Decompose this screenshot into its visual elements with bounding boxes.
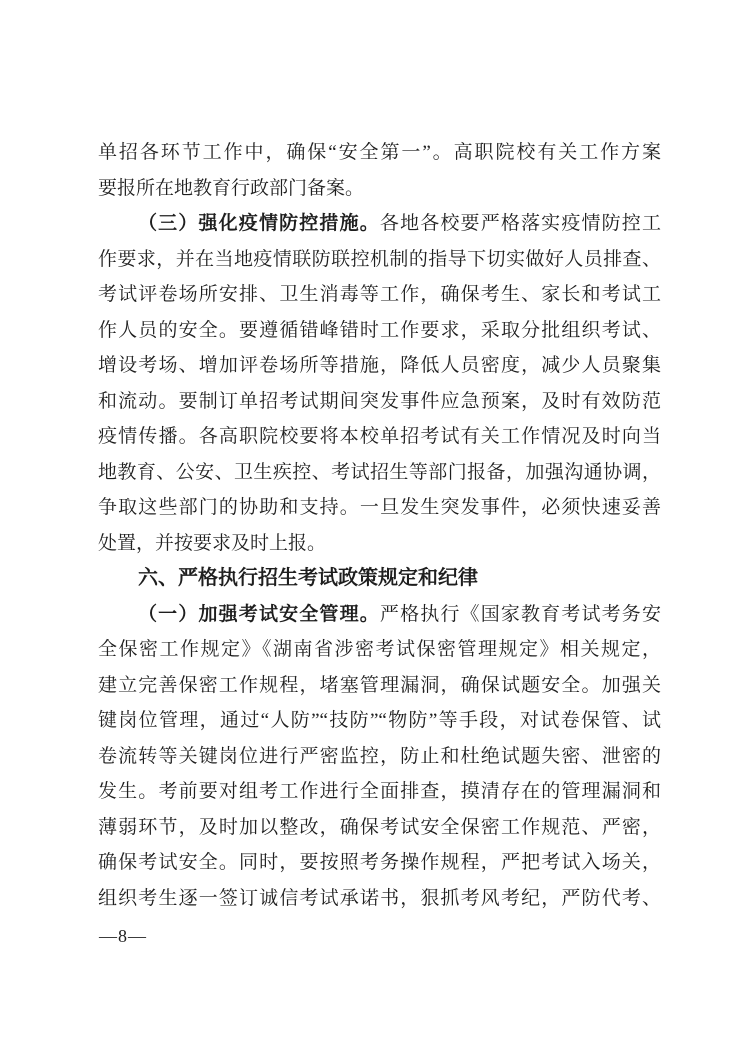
text-line	[98, 739, 661, 775]
body-text: 和流动。要制订单招考试期间突发事件应急预案，及时有效防范	[98, 390, 661, 412]
body-text: 处置，并按要求及时上报。	[98, 532, 327, 554]
text-line	[98, 242, 661, 278]
text-line	[98, 455, 661, 491]
body-text: 键岗位管理，通过“人防”“技防”“物防”等手段，对试卷保管、试	[98, 710, 661, 731]
body-text: 卷流转等关键岗位进行严密监控，防止和杜绝试题失密、泄密的	[98, 745, 661, 767]
text-line	[98, 171, 661, 207]
body-text: 考试评卷场所安排、卫生消毒等工作，确保考生、家长和考试工	[98, 284, 661, 305]
text-line	[98, 384, 661, 420]
text-line	[98, 419, 661, 455]
body-text: 严格执行《国家教育考试考务安	[379, 603, 661, 625]
body-text: 确保考试安全。同时，要按照考务操作规程，严把考试入场关，	[98, 852, 661, 873]
body-text: 作人员的安全。要遵循错峰错时工作要求，采取分批组织考试、	[98, 319, 661, 341]
text-line	[98, 668, 661, 704]
text-line	[98, 845, 661, 881]
body-text: 各地各校要严格落实疫情防控工	[379, 213, 661, 234]
text-line	[98, 490, 661, 526]
text-line	[98, 774, 661, 810]
text-line	[98, 597, 661, 633]
body-text: 建立完善保密工作规程，堵塞管理漏洞，确保试题安全。加强关	[98, 674, 661, 696]
document-body	[98, 135, 661, 916]
section-heading	[98, 561, 661, 597]
emphasis-text: 六、严格执行招生考试政策规定和纪律	[138, 567, 478, 589]
body-text: 发生。考前要对组考工作进行全面排查，摸清存在的管理漏洞和	[98, 781, 661, 802]
body-text: 单招各环节工作中，确保“安全第一”。高职院校有关工作方案	[98, 142, 661, 163]
emphasis-text: （一）加强考试安全管理。	[138, 603, 380, 625]
body-text: 薄弱环节，及时加以整改，确保考试安全保密工作规范、严密，	[98, 816, 661, 838]
body-text: 疫情传播。各高职院校要将本校单招考试有关工作情况及时向当	[98, 426, 661, 447]
body-text: 要报所在地教育行政部门备案。	[98, 177, 365, 199]
body-text: 组织考生逐一签订诚信考试承诺书，狠抓考风考纪，严防代考、	[98, 887, 661, 909]
text-line	[98, 277, 661, 313]
body-text: 作要求，并在当地疫情联防联控机制的指导下切实做好人员排查、	[98, 248, 661, 270]
text-line	[98, 313, 661, 349]
body-text: 全保密工作规定》《湖南省涉密考试保密管理规定》相关规定，	[98, 639, 661, 660]
body-text: 地教育、公安、卫生疾控、考试招生等部门报备，加强沟通协调，	[98, 461, 661, 483]
emphasis-text: （三）强化疫情防控措施。	[138, 213, 380, 234]
body-text: 争取这些部门的协助和支持。一旦发生突发事件，必须快速妥善	[98, 497, 661, 518]
text-line	[98, 810, 661, 846]
text-line	[98, 881, 661, 917]
body-text: 增设考场、增加评卷场所等措施，降低人员密度，减少人员聚集	[98, 355, 661, 376]
text-line	[98, 206, 661, 242]
text-line	[98, 348, 661, 384]
page-number-footer: —8—	[99, 926, 147, 946]
text-line	[98, 135, 661, 171]
text-line	[98, 526, 661, 562]
text-line	[98, 632, 661, 668]
text-line	[98, 703, 661, 739]
